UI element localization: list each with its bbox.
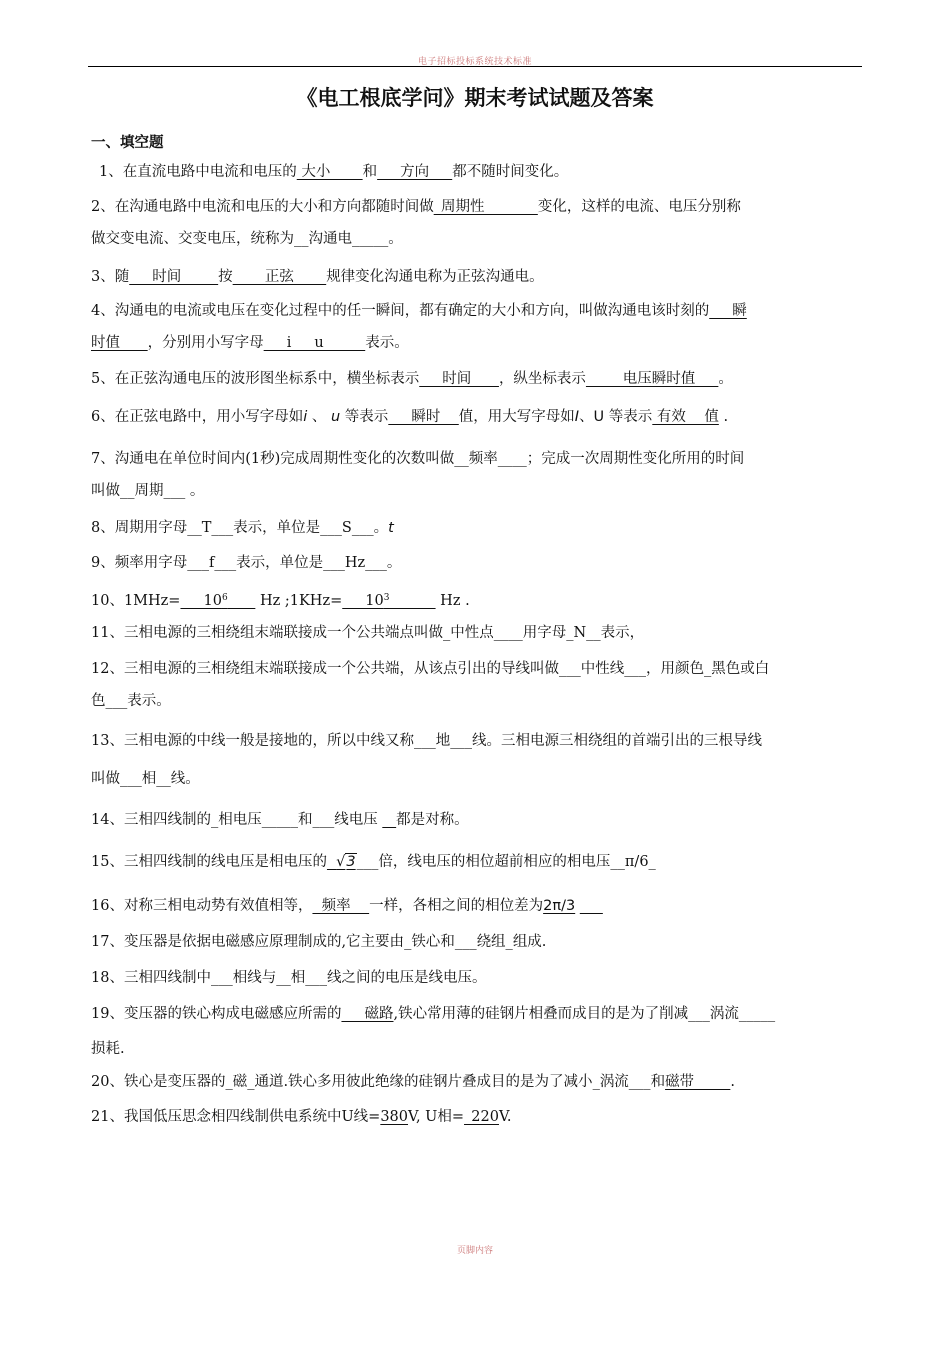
q10-answer-2-pad <box>389 593 435 609</box>
question-16 <box>91 890 866 922</box>
q5-text-3: 。 <box>718 371 733 387</box>
q18-text: 18、三相四线制中 <box>91 970 211 986</box>
q7-text-4: 。 <box>185 483 205 499</box>
q14-answer-2: ___线电压 <box>312 812 383 828</box>
q10-answer-2-exp: 3 <box>383 593 390 603</box>
q21-answer-1: 380 <box>380 1109 409 1125</box>
q10-answer-1-pad <box>228 593 256 609</box>
q6-text-4: 、U 等表示 <box>579 409 653 425</box>
q15-text: 15、三相四线制的线电压是相电压的 <box>91 854 327 870</box>
q8-symbol-t: t <box>388 520 394 536</box>
q3-answer-1: 时间 <box>129 269 219 285</box>
q9-text: 9、频率用字母 <box>91 555 188 571</box>
q9-text-2: 表示，单位是 <box>236 555 324 571</box>
question-9 <box>91 547 866 579</box>
q2-answer-2: __沟通电_____ <box>294 231 389 247</box>
q17-answer-2: ___绕组_ <box>454 934 513 950</box>
q20-answer-1: _磁_ <box>225 1074 255 1090</box>
q7-text-2: ；完成一次周期性变化所用的时间 <box>526 451 745 467</box>
question-8 <box>91 512 866 544</box>
question-4 <box>91 295 866 359</box>
q3-text: 3、随 <box>91 269 130 285</box>
q7-text-3: 叫做 <box>91 483 120 499</box>
q12-answer-2-cont: 色___ <box>91 693 128 709</box>
q2-text-3: 做交变电流、交变电压，统称为 <box>91 231 294 247</box>
q4-answer-1: 瞬 <box>709 303 747 319</box>
q20-text: 20、铁心是变压器的 <box>91 1074 226 1090</box>
q13-text-3: 叫做 <box>91 771 120 787</box>
question-14 <box>91 804 866 836</box>
q8-text-3: 。 <box>373 520 389 536</box>
q20-text-3: 和 <box>650 1074 666 1090</box>
q18-answer-2: __相___ <box>276 970 327 986</box>
q14-text-3: 都是对称。 <box>396 812 469 828</box>
q6-text-2: 等表示 <box>340 409 389 425</box>
question-15 <box>91 846 866 878</box>
q6-symbol-I: I <box>574 409 580 425</box>
q21-text: 21、我国低压思念相四线制供电系统中U线= <box>91 1109 381 1125</box>
question-13 <box>91 722 866 798</box>
q10-answer-1-exp: 6 <box>221 593 228 603</box>
q15-answer-2: __π/6_ <box>610 854 656 870</box>
q8-answer-2: ___S___ <box>320 520 374 536</box>
q20-text-4: . <box>730 1074 735 1090</box>
question-19 <box>91 997 866 1067</box>
q2-text: 2、在沟通电路中电流和电压的大小和方向都随时间做 <box>91 199 434 215</box>
q4-text-3: 表示。 <box>365 335 409 351</box>
q15-answer-tail: ___ <box>356 854 379 870</box>
question-21 <box>91 1101 866 1133</box>
question-7 <box>91 443 866 507</box>
q11-text-3: 表示， <box>600 625 645 641</box>
q13-text-2: 线。三相电源三相绕组的首端引出的三根导线 <box>471 733 762 749</box>
q16-text: 16、对称三相电动势有效值相等， <box>91 898 313 914</box>
q1-text-2: 和 <box>362 164 378 180</box>
q6-symbol-u: u <box>330 409 341 425</box>
q8-text-2: 表示，单位是 <box>233 520 321 536</box>
q13-answer-2: ___相__ <box>120 771 171 787</box>
q21-text-3: V. <box>498 1109 512 1125</box>
q6-answer-1: 瞬时 <box>388 409 459 425</box>
q10-text-3: Hz . <box>435 593 470 609</box>
q19-text-2: ,铁心常用薄的硅钢片相叠而成目的是为了削减 <box>393 1006 689 1022</box>
q12-text-3: 表示。 <box>127 693 171 709</box>
q19-text: 19、变压器的铁心构成电磁感应所需的 <box>91 1006 342 1022</box>
q17-text-2: 和 <box>440 934 455 950</box>
question-1 <box>99 156 874 188</box>
q8-text: 8、周期用字母 <box>91 520 188 536</box>
q19-text-3: 损耗. <box>91 1041 125 1057</box>
q1-text: 1、在直流电路中电流和电压的 <box>99 164 297 180</box>
q11-text: 11、三相电源的三相绕组末端联接成一个公共端点叫做 <box>91 625 443 641</box>
q19-answer-1: 磁路 <box>341 1006 394 1022</box>
q7-text: 7、沟通电在单位时间内(1秒)完成周期性变化的次数叫做 <box>91 451 455 467</box>
q7-answer-2: __周期___ <box>120 483 186 499</box>
q18-text-3: 线之间的电压是线电压。 <box>326 970 487 986</box>
page-header: 电子招标投标系统技术标准 <box>417 57 532 67</box>
question-12 <box>91 653 866 717</box>
q6-symbol-i: i <box>303 409 308 425</box>
q15-radical: √ <box>336 854 346 870</box>
q5-text: 5、在正弦沟通电压的波形图坐标系中，横坐标表示 <box>91 371 420 387</box>
q14-answer-1: _相电压_____ <box>210 812 298 828</box>
q9-text-3: 。 <box>386 555 402 571</box>
q11-answer-2: _N__ <box>566 625 601 641</box>
q5-text-2: ，纵坐标表示 <box>498 371 586 387</box>
question-3 <box>91 261 866 293</box>
q15-radicand: 3 <box>346 854 356 870</box>
q19-answer-2: ___涡流_____ <box>688 1006 776 1022</box>
q1-text-3: 都不随时间变化。 <box>452 164 569 180</box>
q10-answer-2-base: 10 <box>342 593 384 609</box>
q13-text: 13、三相电源的中线一般是接地的，所以中线又称 <box>91 733 414 749</box>
q6-sep: 、 <box>307 409 331 425</box>
q17-text: 17、变压器是依据电磁感应原理制成的,它主要由 <box>91 934 405 950</box>
header-divider <box>88 66 862 67</box>
q13-answer-1: ___地___ <box>413 733 472 749</box>
q2-text-4: 。 <box>388 231 403 247</box>
document-title: 《电工根底学问》期末考试试题及答案 <box>296 86 654 110</box>
q2-text-2: 变化，这样的电流、电压分别称 <box>537 199 741 215</box>
question-6 <box>91 401 866 433</box>
q11-answer-1: _中性点____ <box>442 625 523 641</box>
q15-text-2: 倍，线电压的相位超前相应的相电压 <box>378 854 611 870</box>
q11-text-2: 用字母 <box>522 625 567 641</box>
q12-text: 12、三相电源的三相绕组末端联接成一个公共端，从该点引出的导线叫做 <box>91 661 559 677</box>
section-heading: 一、填空题 <box>91 135 164 151</box>
q10-text-2: Hz ;1KHz= <box>255 593 343 609</box>
q15-answer-pad <box>327 854 336 870</box>
q10-answer-1-base: 10 <box>180 593 222 609</box>
q4-text-2: ，分别用小写字母 <box>147 335 264 351</box>
q5-answer-1: 时间 <box>419 371 499 387</box>
q3-answer-2: 正弦 <box>232 269 327 285</box>
q21-text-2: V, U相= <box>408 1109 465 1125</box>
q17-answer-1: _铁心 <box>404 934 441 950</box>
q4-answer-1-cont: 时值 <box>91 335 148 351</box>
q16-answer-1: 频率 <box>312 898 370 914</box>
q6-text-3: 值，用大写字母如 <box>458 409 575 425</box>
q1-answer-1: 大小 <box>296 164 363 180</box>
q1-answer-2: 方向 <box>377 164 453 180</box>
q16-answer-2: 2π/3 <box>543 898 576 914</box>
q20-text-2: 通道.铁心多用彼此绝缘的硅钢片叠成目的是为了减小 <box>254 1074 593 1090</box>
question-10 <box>91 585 866 617</box>
q21-answer-2: _220 <box>464 1109 499 1125</box>
question-11 <box>91 617 866 649</box>
question-20 <box>91 1066 866 1098</box>
q12-answer-2: _黑色或白 <box>703 661 770 677</box>
q10-text: 10、1MHz= <box>91 593 181 609</box>
q8-answer-1: __T___ <box>187 520 234 536</box>
q3-text-2: 按 <box>218 269 233 285</box>
q5-answer-2: 电压瞬时值 <box>585 371 719 387</box>
question-5 <box>91 363 866 395</box>
question-17 <box>91 926 866 958</box>
q14-text: 14、三相四线制的 <box>91 812 211 828</box>
square-root-icon <box>336 853 356 870</box>
q12-answer-1: ___中性线___ <box>558 661 646 677</box>
q6-answer-2: 有效 值 <box>652 409 719 425</box>
q13-text-4: 线。 <box>170 771 200 787</box>
q20-answer-2: _涡流___ <box>592 1074 651 1090</box>
q6-text-5: . <box>718 409 729 425</box>
q6-text: 6、在正弦电路中，用小写字母如 <box>91 409 304 425</box>
q20-answer-3: 磁带_____ <box>665 1074 731 1090</box>
q7-answer-1: __频率____ <box>454 451 527 467</box>
q18-text-2: 线与 <box>247 970 277 986</box>
q4-answer-2: i u <box>263 335 366 351</box>
q9-answer-1: ___f___ <box>187 555 237 571</box>
page-footer: 页脚内容 <box>456 1246 493 1256</box>
q16-answer-2-pad <box>580 898 603 914</box>
q18-answer-1: ___相 <box>210 970 248 986</box>
question-18 <box>91 962 866 994</box>
q4-text: 4、沟通电的电流或电压在变化过程中的任一瞬间，都有确定的大小和方向，叫做沟通电该时刻的 <box>91 303 710 319</box>
q16-text-2: 一样，各相之间的相位差为 <box>369 898 544 914</box>
question-2 <box>91 191 866 255</box>
q3-text-3: 规律变化沟通电称为正弦沟通电。 <box>326 269 544 285</box>
q12-text-2: ，用颜色 <box>645 661 704 677</box>
q17-text-3: 组成. <box>512 934 547 950</box>
q9-answer-2: ___Hz___ <box>323 555 387 571</box>
q2-answer-1: _周期性_ <box>433 199 538 215</box>
q14-text-2: 和 <box>297 812 313 828</box>
